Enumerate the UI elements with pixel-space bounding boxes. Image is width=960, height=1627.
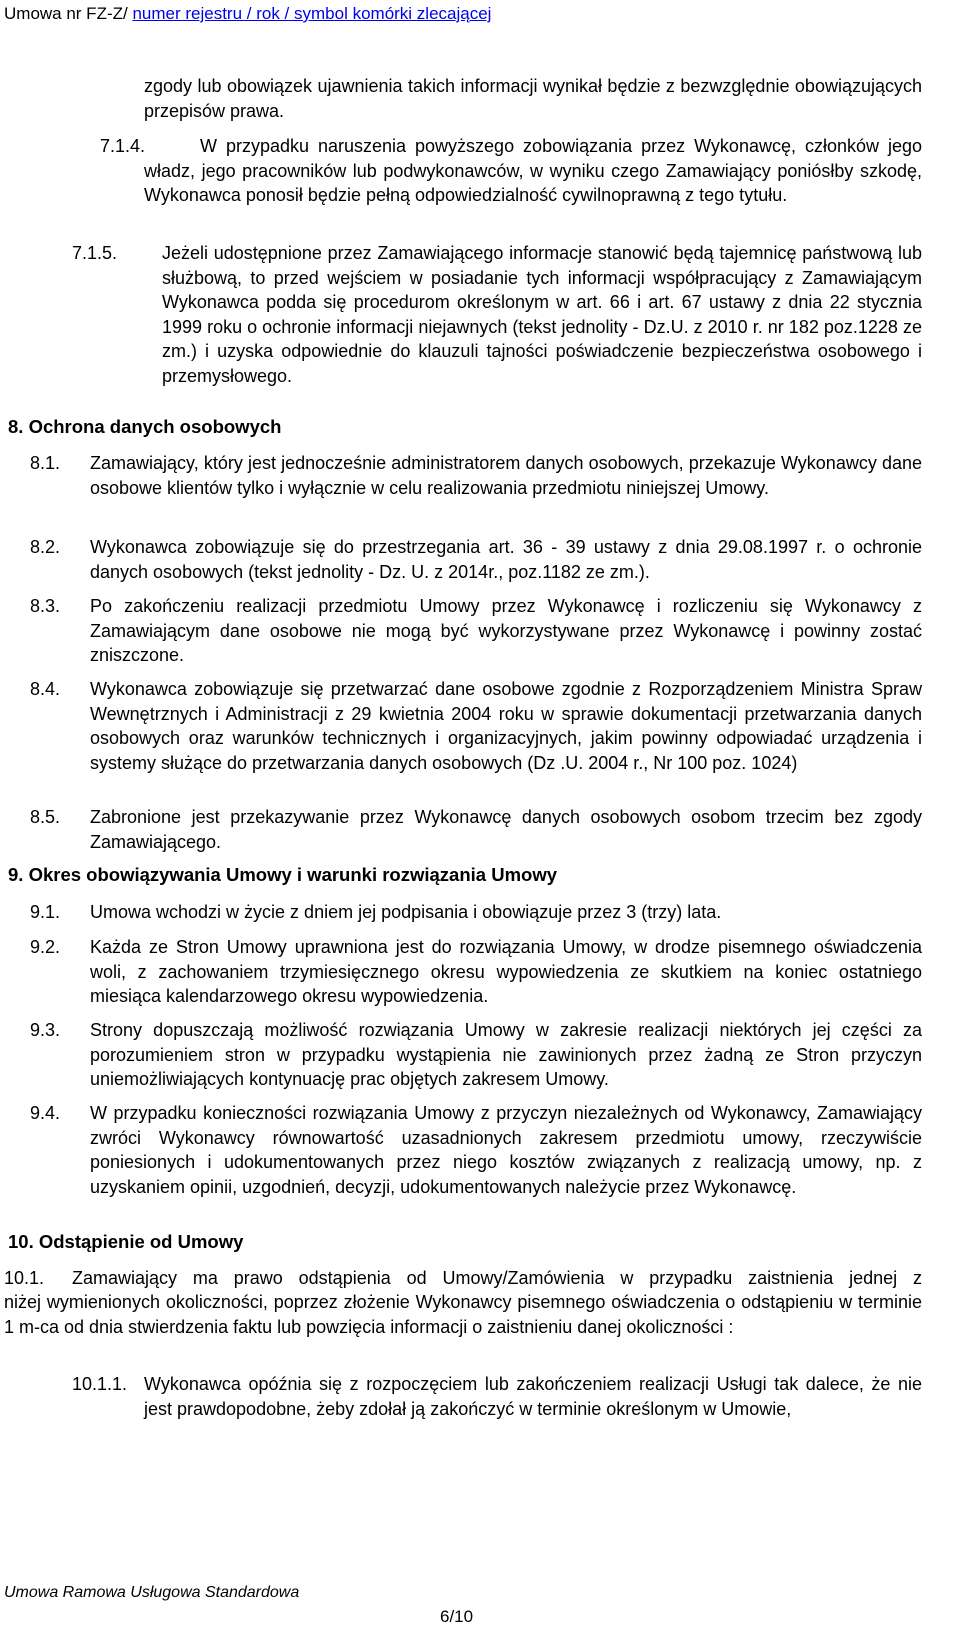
section-9-heading: 9. Okres obowiązywania Umowy i warunki rozwiązania Umowy: [8, 864, 557, 885]
clause-10-1-first-line: Zamawiający ma prawo odstąpienia od Umowy/Zamówienia w przypadku zaistnienia jednej z: [72, 1268, 922, 1288]
section-10-heading: 10. Odstąpienie od Umowy: [8, 1231, 244, 1252]
clause-9-1: Umowa wchodzi w życie z dniem jej podpisania i obowiązuje przez 3 (trzy) lata.: [90, 902, 722, 922]
page-number: 6/10: [440, 1607, 474, 1626]
clause-number: 8.2.: [30, 537, 61, 557]
footer-document-name: Umowa Ramowa Usługowa Standardowa: [4, 1584, 300, 1601]
clause-number: 8.1.: [30, 453, 61, 473]
clause-8-2: Wykonawca zobowiązuje się do przestrzegania art. 36 - 39 ustawy z dnia 29.08.1997 r. o ochronie danych osobowych (tekst jednolity - Dz. U. z 2014r., poz.1182 ze zm.).: [90, 537, 922, 582]
clause-number: 9.2.: [30, 937, 61, 957]
clause-10-1: niżej wymienionych okoliczności, poprzez złożenie Wykonawcy pisemnego oświadczenia o odstąpieniu w terminie 1 m-ca od dnia stwierdzenia faktu lub powzięcia informacji o zaistnieniu danej okoliczności :: [4, 1292, 922, 1337]
clause-number: 9.4.: [30, 1103, 61, 1123]
registry-number-link[interactable]: numer rejestru / rok / symbol komórki zlecającej: [132, 4, 492, 23]
page-header: [4, 4, 491, 24]
clause-8-3: Po zakończeniu realizacji przedmiotu Umowy przez Wykonawcę i rozliczeniu się Wykonawcy z Zamawiającym dane osobowe nie mogą być wykorzystywane przez Wykonawcę i powinny zostać zniszczone.: [90, 596, 922, 665]
clause-number: 7.1.4.: [100, 136, 146, 156]
clause-number: 7.1.5.: [72, 243, 118, 263]
paragraph-continuation: zgody lub obowiązek ujawnienia takich informacji wynikał będzie z bezwzględnie obowiązujących przepisów prawa.: [144, 76, 922, 121]
clause-7-1-5: Jeżeli udostępnione przez Zamawiającego informacje stanowić będą tajemnicę państwową lub służbową, to przed wejściem w posiadanie tych informacji współpracujący z Zamawiającym Wykonawca podda się procedurom określonym w art. 66 i art. 67 ustawy z dnia 22 stycznia 1999 roku o ochronie informacji niejawnych (tekst jednolity - Dz.U. z 2010 r. nr 182 poz.1228 ze zm.) i uzyska odpowiednie do klauzuli tajności poświadczenie bezpieczeństwa osobowego i przemysłowego.: [162, 243, 922, 386]
clause-number: 10.1.: [4, 1268, 45, 1288]
clause-9-2: Każda ze Stron Umowy uprawniona jest do rozwiązania Umowy, w drodze pisemnego oświadczenia woli, z zachowaniem trzymiesięcznego okresu wypowiedzenia ze skutkiem na koniec ostatniego miesiąca kalendarzowego okresu wypowiedzenia.: [90, 937, 922, 1006]
clause-number: 8.5.: [30, 807, 61, 827]
clause-number: 9.1.: [30, 902, 61, 922]
clause-9-4: W przypadku konieczności rozwiązania Umowy z przyczyn niezależnych od Wykonawcy, Zamawiający zwróci Wykonawcy równowartość uzasadnionych zakresem przedmiotu umowy, rzeczywiście poniesionych i udokumentowanych przez niego kosztów związanych z realizacją umowy, np. z uzyskaniem opinii, uzgodnień, decyzji, udokumentowanych należycie przez Wykonawcę.: [90, 1103, 922, 1197]
clause-9-3: Strony dopuszczają możliwość rozwiązania Umowy w zakresie realizacji niektórych jej części za porozumieniem stron w przypadku wystąpienia nie zawinionych przez żadną ze Stron przyczyn uniemożliwiających kontynuację prac objętych zakresem Umowy.: [90, 1020, 922, 1089]
clause-7-1-4: W przypadku naruszenia powyższego zobowiązania przez Wykonawcę, członków jego władz, jego pracowników lub podwykonawców, w wyniku czego Zamawiający poniósłby szkodę, Wykonawca ponosił będzie pełną odpowiedzialność cywilnoprawną z tego tytułu.: [144, 136, 922, 205]
clause-8-1: Zamawiający, który jest jednocześnie administratorem danych osobowych, przekazuje Wykonawcy dane osobowe klientów tylko i wyłącznie w celu realizowania przedmiotu niniejszej Umowy.: [90, 453, 922, 498]
clause-8-5: Zabronione jest przekazywanie przez Wykonawcę danych osobowych osobom trzecim bez zgody Zamawiającego.: [90, 807, 922, 852]
clause-number: 8.3.: [30, 596, 61, 616]
clause-8-4: Wykonawca zobowiązuje się przetwarzać dane osobowe zgodnie z Rozporządzeniem Ministra Spraw Wewnętrznych i Administracji z 29 kwietnia 2004 roku w sprawie dokumentacji przetwarzania danych osobowych oraz warunków technicznych i organizacyjnych, jakim powinny odpowiadać urządzenia i systemy służące do przetwarzania danych osobowych (Dz .U. 2004 r., Nr 100 poz. 1024): [90, 679, 922, 773]
contract-number-label: Umowa nr FZ-Z/: [4, 4, 133, 23]
clause-number: 8.4.: [30, 679, 61, 699]
clause-number: 9.3.: [30, 1020, 61, 1040]
clause-10-1-1: Wykonawca opóźnia się z rozpoczęciem lub zakończeniem realizacji Usługi tak dalece, że nie jest prawdopodobne, żeby zdołał ją zakończyć w terminie określonym w Umowie,: [144, 1374, 922, 1419]
clause-number: 10.1.1.: [72, 1374, 128, 1394]
section-8-heading: 8. Ochrona danych osobowych: [8, 416, 282, 437]
